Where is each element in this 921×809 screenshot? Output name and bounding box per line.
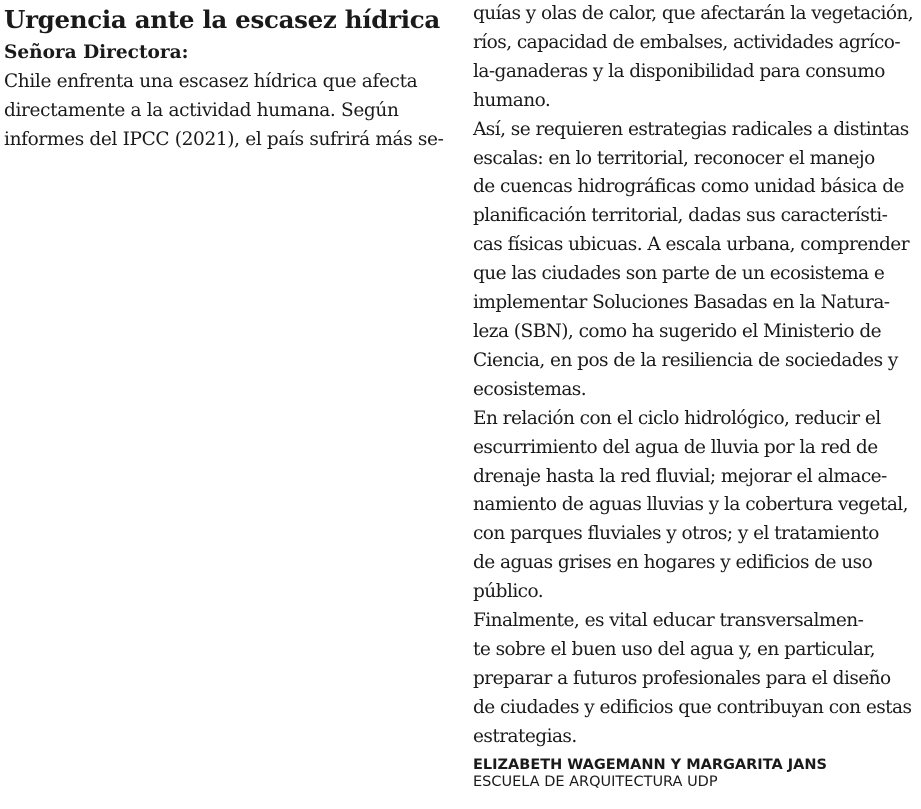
body-line: Finalmente, es vital educar transversalmen- <box>473 610 864 632</box>
body-line: namiento de aguas lluvias y la cobertura vegetal, <box>473 494 908 516</box>
body-line: preparar a futuros profesionales para el diseño <box>473 667 891 689</box>
body-line: estrategias. <box>473 725 577 747</box>
body-line: Ciencia, en pos de la resiliencia de sociedades y <box>473 349 898 371</box>
body-line: ecosistemas. <box>473 378 587 400</box>
body-line: quías y olas de calor, que afectarán la vegetación, <box>473 3 914 24</box>
body-line: directamente a la actividad humana. Según <box>4 99 399 121</box>
body-line: informes del IPCC (2021), el país sufrirá más se- <box>4 128 444 150</box>
left-body <box>4 68 452 155</box>
salutation: Señora Directora: <box>4 42 189 63</box>
body-line: ríos, capacidad de embalses, actividades agríco- <box>473 31 901 53</box>
body-line: implementar Soluciones Basadas en la Natura- <box>473 292 890 314</box>
body-line: leza (SBN), como ha sugerido el Ministerio de <box>473 320 882 342</box>
body-line: escurrimiento del agua de lluvia por la red de <box>473 436 878 458</box>
right-column <box>473 0 919 790</box>
body-line: En relación con el ciclo hidrológico, reducir el <box>473 407 881 429</box>
body-line: que las ciudades son parte de un ecosistema e <box>473 263 885 285</box>
signature <box>473 756 919 790</box>
headline: Urgencia ante la escasez hídrica <box>4 5 440 34</box>
body-line: cas físicas ubicuas. A escala urbana, comprender <box>473 234 910 256</box>
body-line: con parques fluviales y otros; y el tratamiento <box>473 523 879 545</box>
body-line: Chile enfrenta una escasez hídrica que afecta <box>4 71 418 92</box>
right-body <box>473 0 919 752</box>
body-line: planificación territorial, dadas sus característi- <box>473 205 888 227</box>
signature-affiliation: ESCUELA DE ARQUITECTURA UDP <box>473 773 718 790</box>
body-line: público. <box>473 581 544 603</box>
body-line: de aguas grises en hogares y edificios de uso <box>473 552 873 574</box>
body-line: te sobre el buen uso del agua y, en particular, <box>473 638 875 660</box>
signature-names: ELIZABETH WAGEMANN Y MARGARITA JANS <box>473 756 827 773</box>
body-line: drenaje hasta la red fluvial; mejorar el almace- <box>473 465 887 487</box>
left-column <box>4 2 452 155</box>
body-line: de ciudades y edificios que contribuyan con estas <box>473 696 912 718</box>
body-line: de cuencas hidrográficas como unidad básica de <box>473 176 904 198</box>
body-line: Así, se requieren estrategias radicales a distintas <box>473 118 909 140</box>
body-line: escalas: en lo territorial, reconocer el manejo <box>473 147 875 169</box>
body-line: la-ganaderas y la disponibilidad para consumo <box>473 60 885 82</box>
body-line: humano. <box>473 89 551 111</box>
